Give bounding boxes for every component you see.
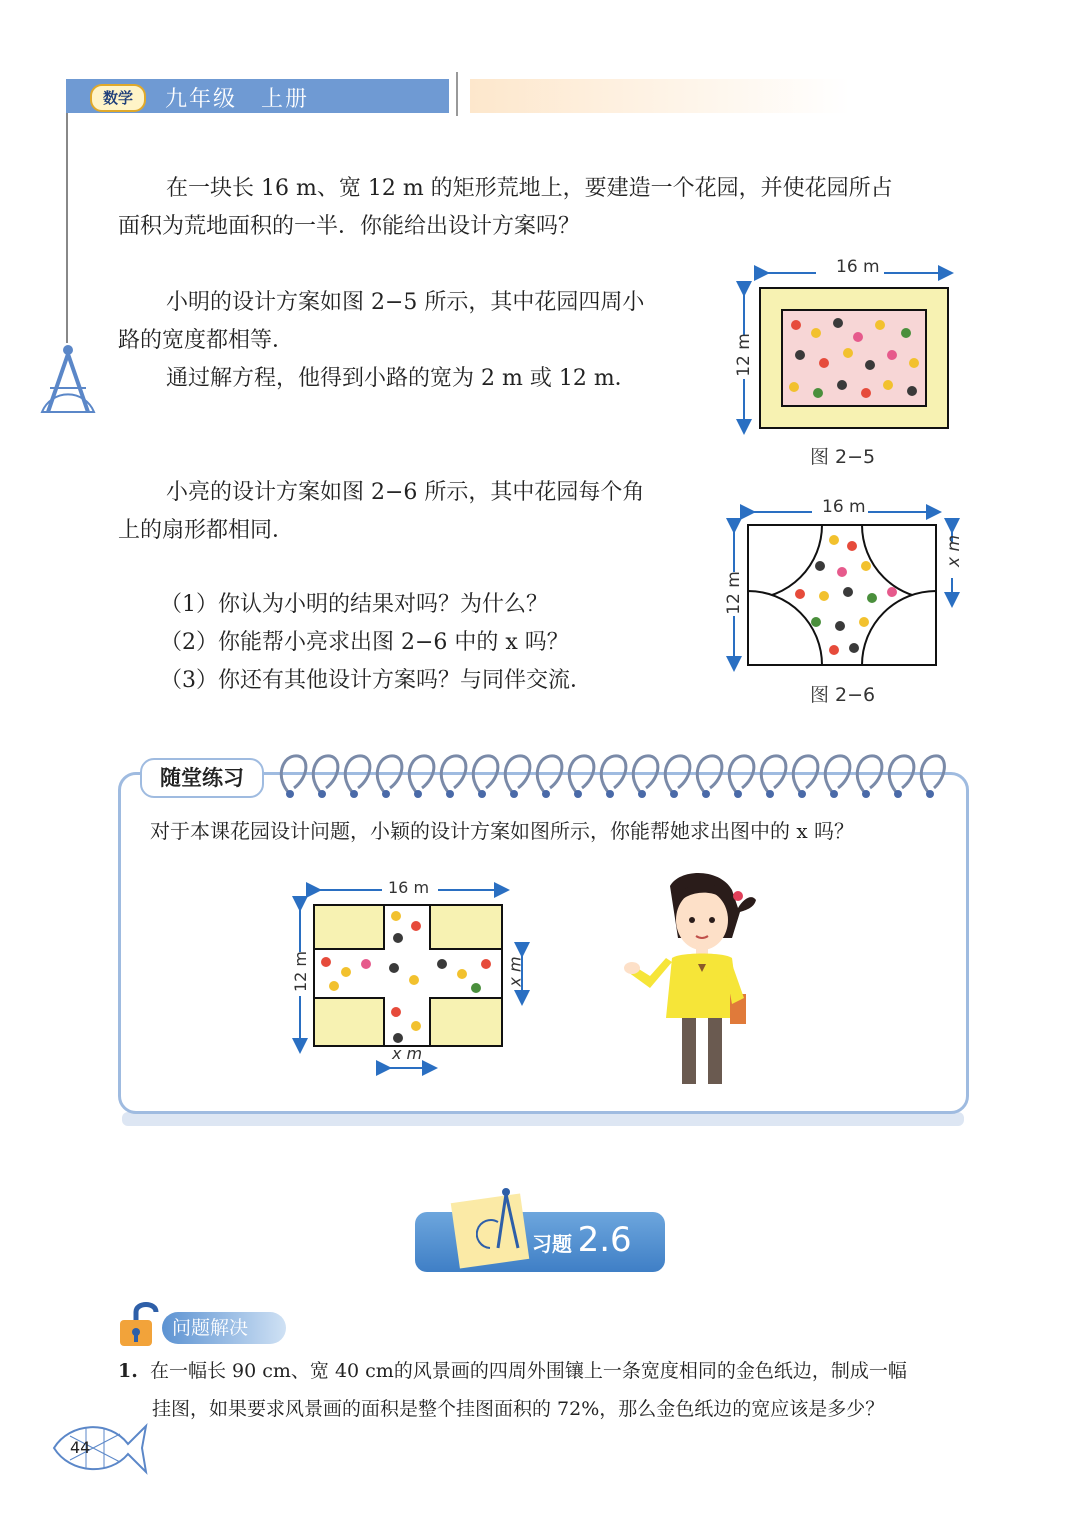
xiaoming-line-2: 路的宽度都相等． — [118, 328, 295, 353]
header-gradient — [470, 79, 850, 113]
xiaoming-line-1: 小明的设计方案如图 2−5 所示，其中花园四周小 — [166, 290, 645, 315]
intro-line-2: 面积为荒地面积的一半．你能给出设计方案吗？ — [118, 214, 581, 239]
exercise-title-num: 2.6 — [577, 1220, 632, 1260]
problem-1-line-2: 挂图，如果要求风景画的面积是整个挂图面积的 72%，那么金色纸边的宽应该是多少？ — [152, 1398, 885, 1420]
problem-1-text-1: 在一幅长 90 cm、宽 40 cm的风景画的四周外围镶上一条宽度相同的金色纸边，制成一幅 — [150, 1360, 907, 1382]
question-2: （2）你能帮小亮求出图 2−6 中的 x 吗？ — [160, 630, 569, 655]
question-3: （3）你还有其他设计方案吗？与同伴交流． — [160, 668, 592, 693]
fig25-width-label: 16 m — [836, 257, 880, 277]
problem-1-line-1 — [118, 1352, 978, 1390]
practice-box-shadow — [122, 1112, 964, 1126]
fig26-caption: 图 2−6 — [810, 684, 876, 706]
spiral-binding — [270, 748, 950, 800]
section-tag: 问题解决 — [162, 1312, 286, 1344]
compass-icon — [38, 342, 98, 416]
xiaoliang-line-1: 小亮的设计方案如图 2−6 所示，其中花园每个角 — [166, 480, 645, 505]
subject-badge: 数学 — [90, 84, 146, 112]
header-divider — [456, 72, 458, 116]
page-number: 44 — [70, 1438, 91, 1457]
unlock-icon — [116, 1300, 164, 1350]
practice-width-label: 16 m — [388, 878, 430, 897]
practice-text: 对于本课花园设计问题，小颖的设计方案如图所示，你能帮她求出图中的 x 吗？ — [150, 819, 854, 843]
fig26-width-label: 16 m — [822, 497, 866, 517]
practice-height-label: 12 m — [291, 950, 311, 993]
fish-icon — [50, 1416, 150, 1480]
practice-x-right-label: x m — [505, 956, 525, 987]
xiaoming-line-3: 通过解方程，他得到小路的宽为 2 m 或 12 m． — [166, 366, 637, 391]
xiaoliang-line-2: 上的扇形都相同． — [118, 518, 295, 543]
practice-x-bottom-label: x m — [392, 1044, 423, 1063]
fig25-height-label: 12 m — [733, 333, 754, 377]
margin-line — [66, 113, 68, 343]
fig26-x-label: x m — [944, 534, 965, 568]
problem-number: 1. — [118, 1360, 138, 1382]
fig26-height-label: 12 m — [723, 571, 744, 615]
exercise-title — [532, 1220, 632, 1260]
compass-icon — [476, 1186, 526, 1258]
figure-2-5 — [730, 255, 970, 435]
intro-line-1: 在一块长 16 m、宽 12 m 的矩形荒地上，要建造一个花园，并使花园所占 — [166, 176, 893, 201]
question-1: （1）你认为小明的结果对吗？为什么？ — [160, 592, 548, 617]
girl-illustration — [620, 868, 780, 1086]
problem-1 — [118, 1352, 978, 1428]
practice-tag: 随堂练习 — [140, 758, 264, 798]
book-title: 九年级 上册 — [165, 87, 310, 112]
exercise-title-small: 习题 — [532, 1232, 572, 1256]
figure-2-6 — [716, 496, 976, 676]
fig25-caption: 图 2−5 — [810, 446, 876, 468]
